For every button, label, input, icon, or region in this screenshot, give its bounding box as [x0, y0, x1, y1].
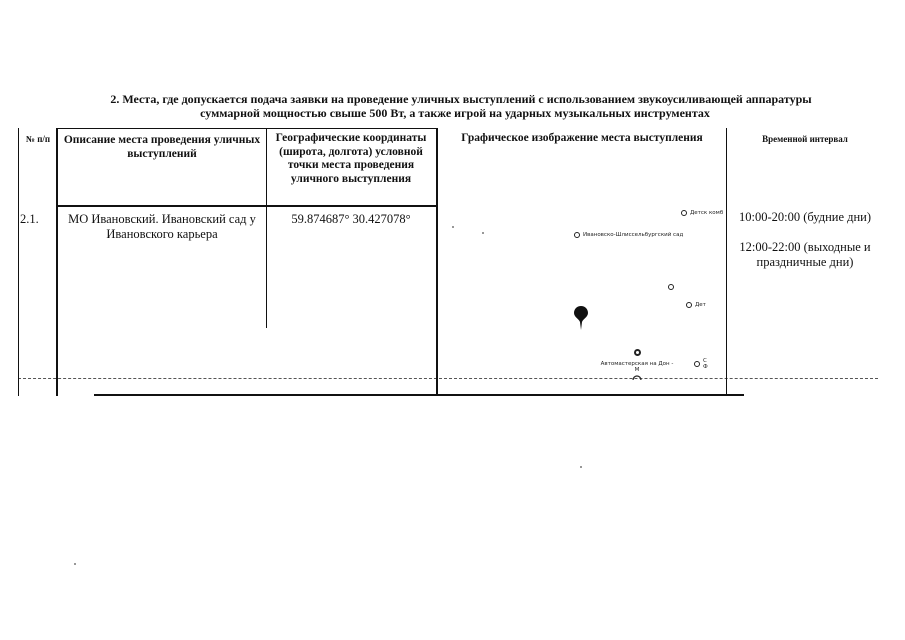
header-coordinates: Географические координаты (широта, долгота) условной точки места проведения уличного выступления	[275, 132, 427, 185]
poi-circle-icon	[694, 361, 700, 367]
header-num: № п/п	[25, 134, 51, 144]
row-coordinates: 59.874687° 30.427078°	[291, 212, 411, 226]
poi-circle-icon	[574, 232, 580, 238]
scan-speck	[74, 563, 76, 565]
heading-line-2: суммарной мощностью свыше 500 Вт, а также игрой на ударных музыкальных инструментах	[200, 106, 710, 120]
location-map	[438, 206, 728, 381]
poi-bottom-right-label: С Ф	[703, 358, 708, 370]
poi-top-right-label: Детск комб	[690, 210, 724, 216]
row-interval-weekends: 12:00-22:00 (выходные и праздничные дни)	[739, 240, 871, 269]
partial-circle-icon	[632, 374, 642, 380]
places-table	[18, 128, 880, 396]
poi-circle-icon	[681, 210, 687, 216]
poi-circle-icon	[686, 302, 692, 308]
table-top-rule	[56, 128, 436, 129]
row-description: МО Ивановский. Ивановский сад у Ивановского карьера	[68, 212, 256, 241]
section-heading	[40, 92, 870, 120]
col-divider-1	[56, 128, 58, 396]
map-speck	[482, 232, 484, 234]
header-description: Описание места проведения уличных выступлений	[63, 134, 261, 160]
poi-right-mid-label: Дет	[695, 302, 706, 308]
poi-bottom-center	[598, 343, 676, 373]
heading-line-1: 2. Места, где допускается подача заявки на проведение уличных выступлений с использованием звукоусиливающей аппаратуры	[110, 92, 812, 106]
table-left-border	[18, 128, 19, 396]
row-interval-weekdays: 10:00-20:00 (будние дни)	[738, 210, 872, 224]
header-interval: Временной интервал	[762, 134, 848, 144]
poi-top-right	[681, 210, 727, 216]
poi-circle-icon	[634, 349, 641, 356]
header-bottom-rule	[56, 205, 436, 207]
poi-circle-icon	[668, 284, 674, 290]
header-image: Графическое изображение места выступления	[461, 132, 703, 144]
poi-right-mid	[686, 302, 706, 308]
poi-bottom-center-label: Автомастерская на Дон - М	[600, 361, 674, 373]
poi-garden-label: Ивановско-Шлиссельбургский сад	[583, 232, 684, 238]
poi-small	[668, 284, 674, 290]
row-num: 2.1.	[20, 212, 39, 226]
poi-bottom-right	[694, 358, 724, 370]
scan-speck	[580, 466, 582, 468]
poi-garden	[574, 232, 704, 238]
map-speck	[452, 226, 454, 228]
map-pin-icon	[574, 306, 588, 330]
col-divider-2	[266, 128, 267, 328]
table-bottom-rule	[94, 394, 744, 396]
